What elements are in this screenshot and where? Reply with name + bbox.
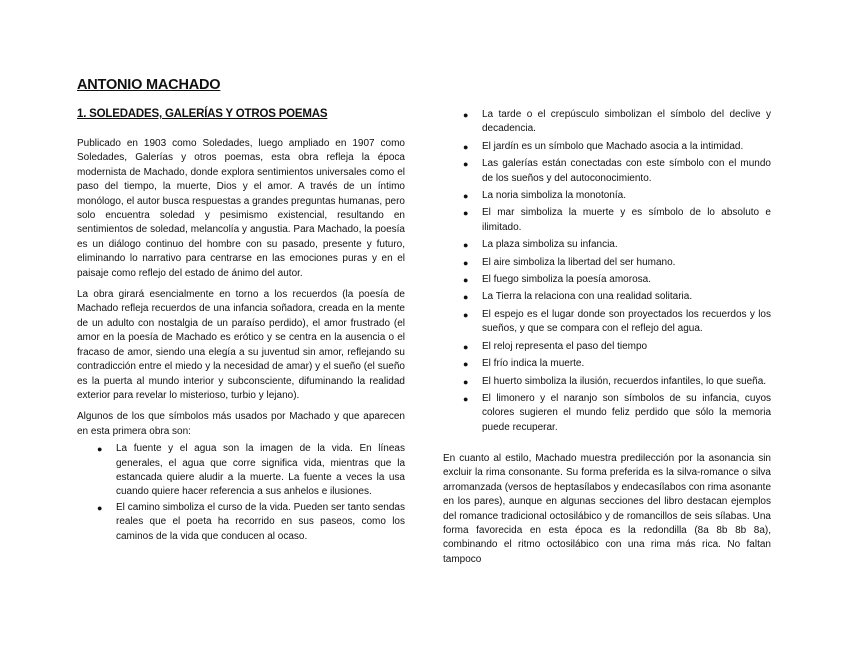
list-item: ● El mar simboliza la muerte y es símbolo de lo absoluto e ilimitado.	[463, 207, 771, 233]
bullet-icon: ●	[463, 257, 469, 268]
bullet-icon: ●	[463, 309, 469, 320]
bullet-icon: ●	[97, 502, 103, 513]
document-title: ANTONIO MACHADO	[77, 77, 221, 93]
bullet-icon: ●	[97, 444, 103, 455]
bullet-icon: ●	[463, 341, 469, 352]
bullet-icon: ●	[463, 240, 469, 251]
bullet-icon: ●	[463, 292, 469, 303]
list-item: ● El aire simboliza la libertad del ser humano.	[482, 256, 771, 270]
symbols-list-right	[463, 108, 771, 438]
list-item: ● El limonero y el naranjo son símbolos de su infancia, cuyos colores sugieren el mundo feliz perdido que sólo la memoria puede recuperar.	[463, 392, 771, 433]
list-item: ● La plaza simboliza su infancia.	[482, 238, 771, 252]
list-item: ● El huerto simboliza la ilusión, recuerdos infantiles, lo que sueña.	[482, 375, 771, 389]
bullet-icon: ●	[463, 208, 469, 219]
list-item: ● La fuente y el agua son la imagen de la vida. En líneas generales, el agua que corre significa vida, mientras que la estancada quiere aludir a la muerte. La fuente a veces la usa cuando quiere hacer referencia a sus anhelos e ilusiones.	[97, 443, 405, 498]
bullet-icon: ●	[463, 359, 469, 370]
list-item: ● Las galerías están conectadas con este símbolo con el mundo de los sueños y del autoconocimiento.	[463, 158, 771, 184]
list-item: ● El camino simboliza el curso de la vida. Pueden ser tanto sendas reales que el poeta ha recorrido en sus paseos, como los caminos de la vida que conducen al ocaso.	[97, 501, 405, 542]
list-item: ● El frío indica la muerte.	[482, 357, 771, 371]
paragraph-themes: La obra girará esencialmente en torno a los recuerdos (la poesía de Machado refleja recuerdos de una infancia soñadora, creada en la mente de un adulto con nostalgia de un paraíso perdido), el amor frustrado (el amor en la poesía de Machado es erótico y se centra en la ausencia o el fracaso de amor, siendo una elegía a su juventud sin amor, reflejando su contradicción entre el miedo y la necesidad de amar) y el sueño (el sueño es la puerta al mundo interior y subconsciente, difuminando la realidad exterior para revelar lo misterioso, turbio y lejano).	[77, 289, 405, 401]
left-column	[77, 137, 405, 545]
list-item: ● La tarde o el crepúsculo simbolizan el símbolo del declive y decadencia.	[463, 109, 771, 135]
bullet-icon: ●	[463, 159, 469, 170]
bullet-icon: ●	[463, 191, 469, 202]
section-heading: 1. SOLEDADES, GALERÍAS Y OTROS POEMAS	[77, 108, 328, 120]
list-item: ● La Tierra la relaciona con una realidad solitaria.	[482, 290, 771, 304]
bullet-icon: ●	[463, 376, 469, 387]
bullet-icon: ●	[463, 141, 469, 152]
bullet-icon: ●	[463, 393, 469, 404]
bullet-icon: ●	[463, 110, 469, 120]
list-item: ● El espejo es el lugar donde son proyectados los recuerdos y los sueños, y que se compara con el reflejo del agua.	[463, 308, 771, 335]
list-item: ● El jardín es un símbolo que Machado asocia a la intimidad.	[482, 140, 771, 154]
list-item: ● La noria simboliza la monotonía.	[482, 189, 771, 203]
paragraph-symbols-intro: Algunos de los que símbolos más usados por Machado y que aparecen en esta primera obra son:	[77, 411, 405, 437]
symbols-list-left	[97, 442, 405, 544]
paragraph-style: En cuanto al estilo, Machado muestra predilección por la asonancia sin excluir la rima consonante. Su forma preferida es la silva-romance o silva arromanzada (versos de heptasílabos y endecasílabos con rima asonante en los pares), aunque en algunas secciones del libro destacan ejemplos del romance tradicional octosilábico y de romancillos de seis sílabas. Una forma favorecida en esta época es la redondilla (8a 8b 8b 8a), combinando el ritmo octosilábico con una rima más rica. No faltan tampoco	[443, 453, 771, 565]
list-item: ● El reloj representa el paso del tiempo	[482, 340, 771, 354]
paragraph-intro: Publicado en 1903 como Soledades, luego ampliado en 1907 como Soledades, Galerías y otros poemas, esta obra refleja la época modernista de Machado, donde explora sentimientos universales como el paso del tiempo, la muerte, Dios y el amor. A través de un íntimo monólogo, el autor busca respuestas a grandes preguntas humanas, pero solo encuentra soledad y pesimismo existencial, resultando en sentimientos de soledad, melancolía y angustia. Para Machado, la poesía es un diálogo continuo del hombre con su pasado, presente y futuro, eliminando lo narrativo para centrarse en las emociones puras y en el paisaje como reflejo del estado de ánimo del autor.	[77, 138, 405, 279]
list-item: ● El fuego simboliza la poesía amorosa.	[482, 273, 771, 287]
bullet-icon: ●	[463, 275, 469, 286]
